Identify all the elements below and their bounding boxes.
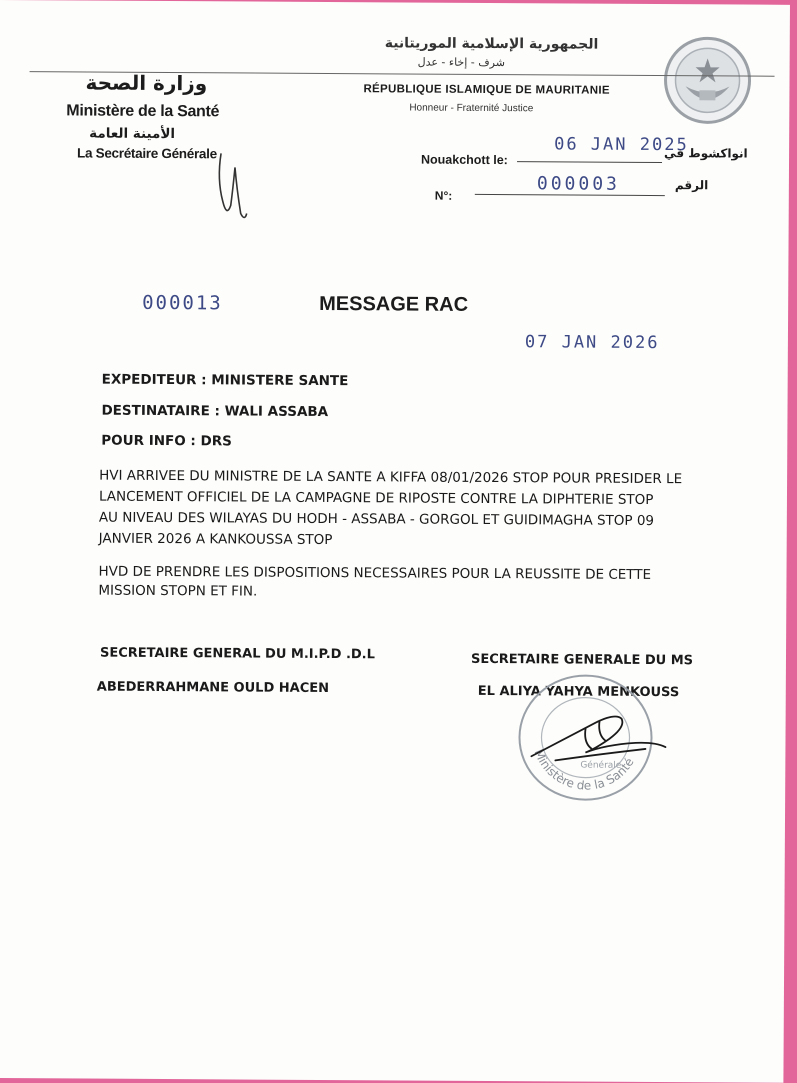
stamp-text: Ministère de la Santé <box>531 747 637 793</box>
republic-name-french: RÉPUBLIQUE ISLAMIQUE DE MAURITANIE <box>363 83 610 97</box>
secretariat-french: La Secrétaire Générale <box>77 145 217 162</box>
motto-french: Honneur - Fraternité Justice <box>409 102 534 115</box>
info-line: POUR INFO : DRS <box>101 432 232 450</box>
left-signatory-name: ABEDERRAHMANE OULD HACEN <box>96 679 330 697</box>
number-stamp: 000003 <box>536 173 620 195</box>
date-line <box>517 161 662 163</box>
message-body-line: LANCEMENT OFFICIEL DE LA CAMPAGNE DE RIPOSTE CONTRE LA DIPHTERIE STOP <box>98 488 654 509</box>
message-body-line: AU NIVEAU DES WILAYAS DU HODH - ASSABA - GORGOL ET GUIDIMAGHA STOP 09 <box>98 509 655 530</box>
initials-signature <box>211 149 251 223</box>
message-date-stamp: 07 JAN 2026 <box>524 332 660 354</box>
ministry-name-arabic: وزارة الصحة <box>85 70 208 96</box>
national-emblem <box>661 34 754 127</box>
handwritten-signature <box>525 708 670 769</box>
message-body-line: HVI ARRIVEE DU MINISTRE DE LA SANTE A KIFFA 08/01/2026 STOP POUR PRESIDER LE <box>99 467 683 488</box>
republic-name-arabic: الجمهورية الإسلامية الموريتانية <box>384 35 599 53</box>
message-body-line: HVD DE PRENDRE LES DISPOSITIONS NECESSAIRES POUR LA REUSSITE DE CETTE <box>98 563 652 583</box>
right-signatory-title: SECRETAIRE GENERALE DU MS <box>470 651 694 669</box>
ministry-name-french: Ministère de la Santé <box>66 102 220 121</box>
date-stamp: 06 JAN 2025 <box>554 134 689 156</box>
sender-line: EXPEDITEUR : MINISTERE SANTE <box>101 371 349 390</box>
number-label-french: N°: <box>434 188 453 203</box>
message-title: MESSAGE RAC <box>319 292 469 316</box>
place-label-arabic: انواكشوط في <box>664 146 748 161</box>
left-signatory-title: SECRETAIRE GENERAL DU M.I.P.D .D.L <box>99 645 375 663</box>
motto-arabic: شرف - إخاء - عدل <box>417 55 505 70</box>
place-label-french: Nouakchott le: <box>420 152 508 168</box>
number-label-arabic: الرقم <box>674 178 709 193</box>
recipient-line: DESTINATAIRE : WALI ASSABA <box>101 402 329 421</box>
message-body-line: JANVIER 2026 A KANKOUSSA STOP <box>98 530 333 549</box>
registration-number: 000013 <box>142 291 223 315</box>
stamp-inner-text: Générale <box>580 760 622 771</box>
right-signatory-name: EL ALIYA YAHYA MENKOUSS <box>477 683 680 701</box>
secretariat-arabic: الأمينة العامة <box>89 125 176 143</box>
message-body-line: MISSION STOPN ET FIN. <box>98 582 258 600</box>
